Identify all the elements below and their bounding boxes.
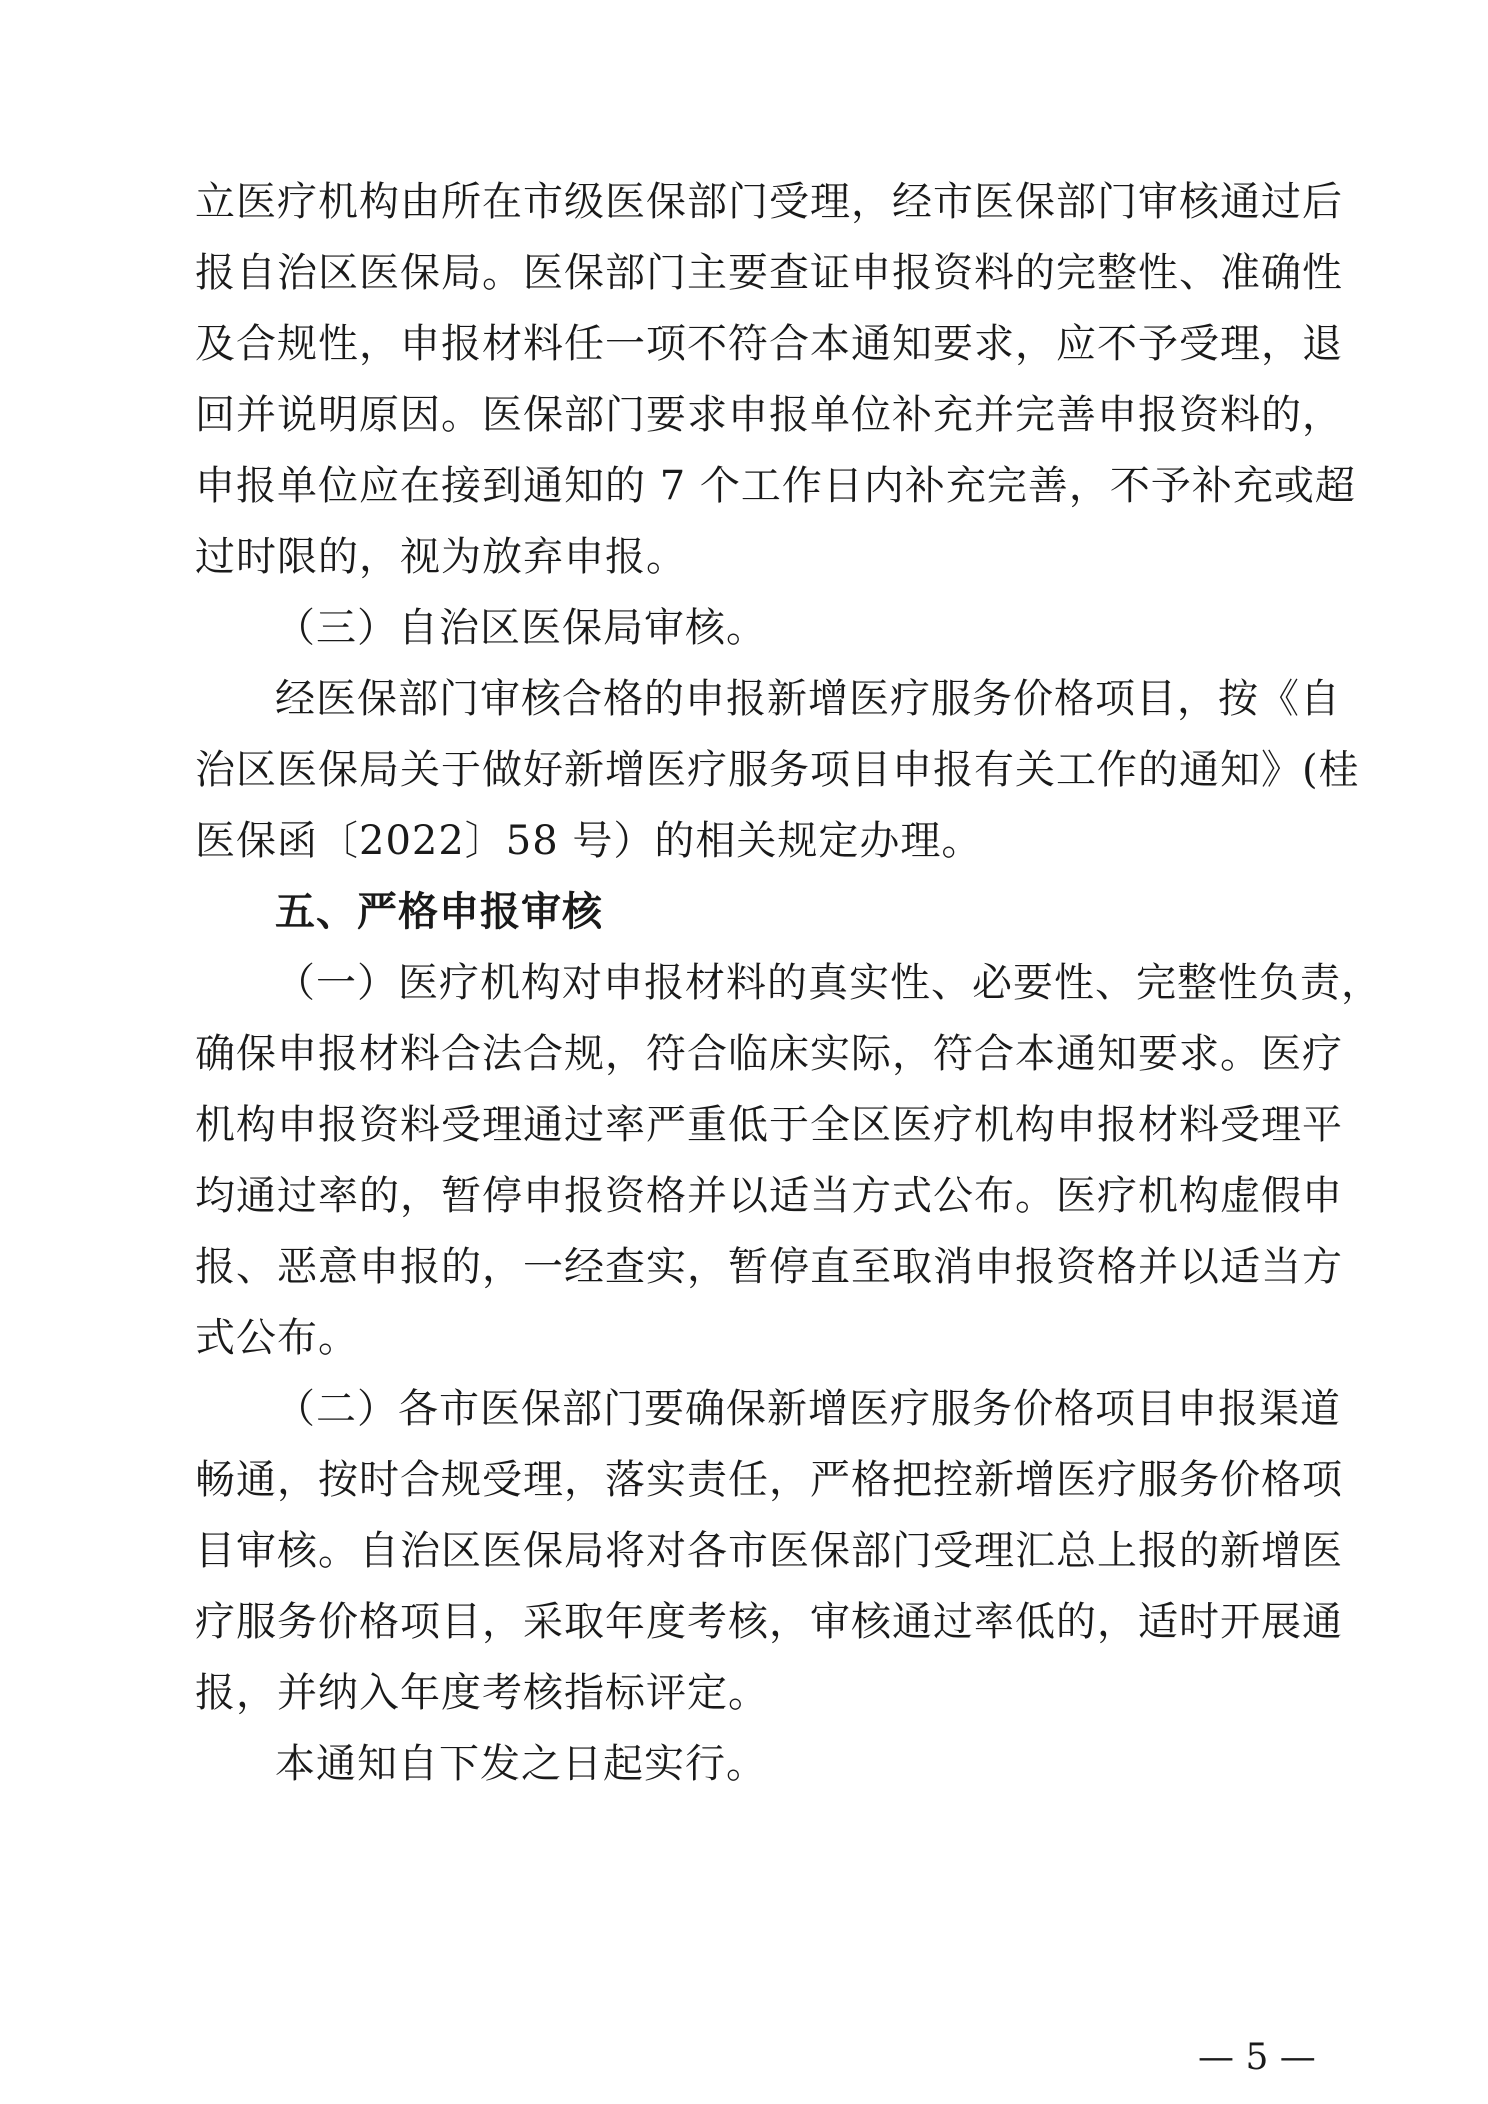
text-line: （一）医疗机构对申报材料的真实性、必要性、完整性负责， xyxy=(275,960,1382,1006)
body-text xyxy=(195,167,1382,1800)
text-line: 及合规性，申报材料任一项不符合本通知要求，应不予受理，退 xyxy=(195,321,1343,367)
text-line: 目审核。自治区医保局将对各市医保部门受理汇总上报的新增医 xyxy=(195,1528,1343,1574)
text-line: 经医保部门审核合格的申报新增医疗服务价格项目，按《自 xyxy=(275,676,1341,722)
text-line: 申报单位应在接到通知的 7 个工作日内补充完善，不予补充或超 xyxy=(195,463,1356,509)
text-line: 式公布。 xyxy=(195,1315,359,1361)
text-line: 报、恶意申报的，一经查实，暂停直至取消申报资格并以适当方 xyxy=(195,1244,1343,1290)
page-number: — 5 — xyxy=(1198,2037,1316,2078)
text-line: 立医疗机构由所在市级医保部门受理，经市医保部门审核通过后 xyxy=(195,179,1343,225)
text-line: 报自治区医保局。医保部门主要查证申报资料的完整性、准确性 xyxy=(195,250,1343,296)
text-line: 回并说明原因。医保部门要求申报单位补充并完善申报资料的， xyxy=(195,392,1343,438)
text-line: 医保函〔2022〕58 号）的相关规定办理。 xyxy=(195,818,983,864)
text-line: 畅通，按时合规受理，落实责任，严格把控新增医疗服务价格项 xyxy=(195,1457,1343,1503)
text-line: （二）各市医保部门要确保新增医疗服务价格项目申报渠道 xyxy=(275,1386,1341,1432)
subsection-heading: （三）自治区医保局审核。 xyxy=(275,605,767,651)
text-line: 均通过率的，暂停申报资格并以适当方式公布。医疗机构虚假申 xyxy=(195,1173,1343,1219)
text-line: 机构申报资料受理通过率严重低于全区医疗机构申报材料受理平 xyxy=(195,1102,1343,1148)
section-heading: 五、严格申报审核 xyxy=(275,889,603,935)
text-line: 过时限的，视为放弃申报。 xyxy=(195,534,687,580)
text-line: 疗服务价格项目，采取年度考核，审核通过率低的，适时开展通 xyxy=(195,1599,1343,1645)
text-line: 本通知自下发之日起实行。 xyxy=(275,1741,767,1787)
text-line: 治区医保局关于做好新增医疗服务项目申报有关工作的通知》(桂 xyxy=(195,747,1360,793)
text-line: 报，并纳入年度考核指标评定。 xyxy=(195,1670,769,1716)
text-line: 确保申报材料合法合规，符合临床实际，符合本通知要求。医疗 xyxy=(195,1031,1343,1077)
